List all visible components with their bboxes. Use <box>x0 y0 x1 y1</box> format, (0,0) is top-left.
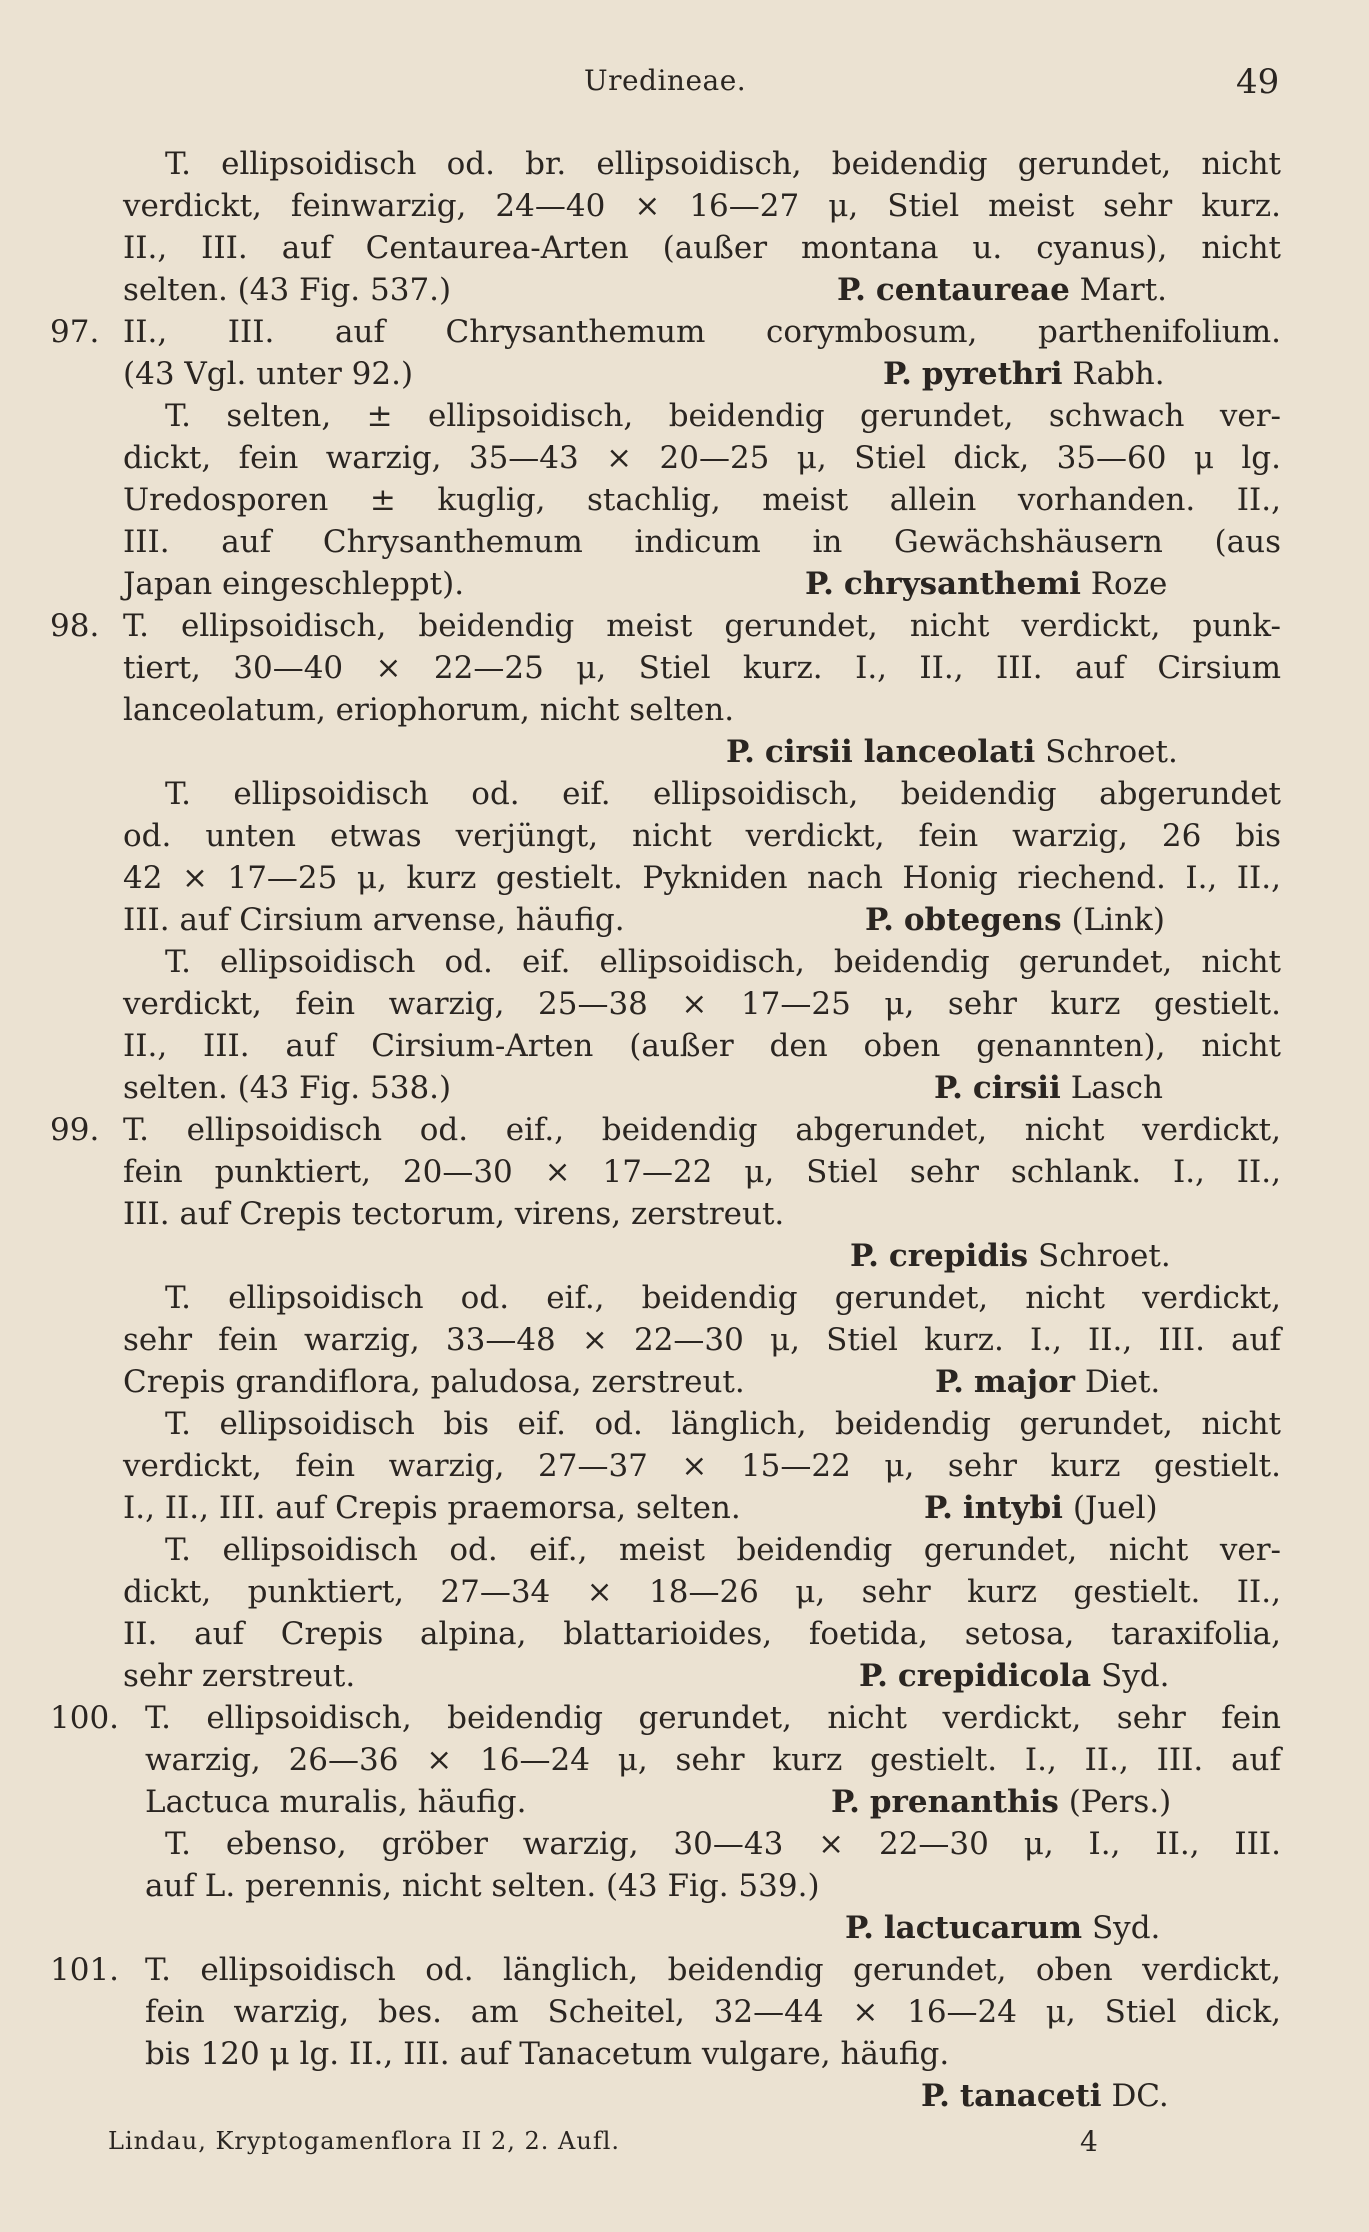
species-name: P. crepidicola Syd. <box>859 1658 1170 1694</box>
text-line: T. selten, ± ellipsoidisch, beidendig gerundet, schwach ver- <box>165 398 1281 434</box>
signature-mark: 4 <box>1080 2125 1098 2158</box>
species-name: P. obtegens (Link) <box>865 902 1165 938</box>
text-line: fein punktiert, 20—30 × 17—22 μ, Stiel sehr schlank. I., II., <box>123 1154 1281 1190</box>
text-line: T. ellipsoidisch od. eif., beidendig gerundet, nicht verdickt, <box>165 1280 1281 1316</box>
text-line: II., III. auf Chrysanthemum corymbosum, parthenifolium. <box>123 314 1281 350</box>
text-line: Lactuca muralis, häufig. P. prenanthis (Pers.) <box>145 1781 1281 1823</box>
species-name: P. cirsii lanceolati Schroet. <box>726 734 1178 770</box>
text-line: selten. (43 Fig. 538.) P. cirsii Lasch <box>123 1067 1281 1109</box>
text-line: Uredosporen ± kuglig, stachlig, meist allein vorhanden. II., <box>123 482 1281 518</box>
text-line: 42 × 17—25 μ, kurz gestielt. Pykniden nach Honig riechend. I., II., <box>123 860 1281 896</box>
text-line: T. ellipsoidisch, beidendig meist gerundet, nicht verdickt, punk- <box>123 608 1281 644</box>
text-line: fein warzig, bes. am Scheitel, 32—44 × 16—24 μ, Stiel dick, <box>145 1994 1281 2030</box>
species-name: P. major Diet. <box>935 1364 1161 1400</box>
entry-number: 99. <box>50 1112 100 1148</box>
page-number: 49 <box>1236 62 1280 102</box>
species-name: P. pyrethri Rabh. <box>883 356 1165 392</box>
text-line: od. unten etwas verjüngt, nicht verdickt, fein warzig, 26 bis <box>123 818 1281 854</box>
text-line: sehr zerstreut. P. crepidicola Syd. <box>123 1655 1281 1697</box>
text-line: T. ellipsoidisch od. länglich, beidendig gerundet, oben verdickt, <box>145 1952 1281 1988</box>
entry-number: 100. <box>50 1700 120 1736</box>
species-name: P. crepidis Schroet. <box>850 1238 1171 1274</box>
text-line: T. ellipsoidisch, beidendig gerundet, nicht verdickt, sehr fein <box>145 1700 1281 1736</box>
text-line: T. ellipsoidisch bis eif. od. länglich, beidendig gerundet, nicht <box>165 1406 1281 1442</box>
text-line: Crepis grandiflora, paludosa, zerstreut. P. major Diet. <box>123 1361 1281 1403</box>
text-line: III. auf Chrysanthemum indicum in Gewächshäusern (aus <box>123 524 1281 560</box>
text-line: Japan eingeschleppt). P. chrysanthemi Roze <box>123 563 1281 605</box>
text-line: verdickt, feinwarzig, 24—40 × 16—27 μ, Stiel meist sehr kurz. <box>123 188 1281 224</box>
text-line: tiert, 30—40 × 22—25 μ, Stiel kurz. I., II., III. auf Cirsium <box>123 650 1281 686</box>
species-name: P. lactucarum Syd. <box>845 1910 1161 1946</box>
text-line: T. ellipsoidisch od. eif., beidendig abgerundet, nicht verdickt, <box>123 1112 1281 1148</box>
text-line: (43 Vgl. unter 92.) P. pyrethri Rabh. <box>123 353 1281 395</box>
text-line: T. ellipsoidisch od. eif. ellipsoidisch, beidendig gerundet, nicht <box>165 944 1281 980</box>
entry-number: 98. <box>50 608 100 644</box>
text-line: T. ellipsoidisch od. eif., meist beidendig gerundet, nicht ver- <box>165 1532 1281 1568</box>
species-name: P. intybi (Juel) <box>924 1490 1158 1526</box>
species-name: P. tanaceti DC. <box>921 2078 1169 2114</box>
text-line: III. auf Crepis tectorum, virens, zerstreut. <box>123 1196 785 1232</box>
species-name: P. chrysanthemi Roze <box>805 566 1168 602</box>
species-name: P. centaureae Mart. <box>837 272 1168 308</box>
text-line: II., III. auf Cirsium-Arten (außer den oben genannten), nicht <box>123 1028 1281 1064</box>
text-line: verdickt, fein warzig, 27—37 × 15—22 μ, sehr kurz gestielt. <box>123 1448 1281 1484</box>
text-line: I., II., III. auf Crepis praemorsa, selten. P. intybi (Juel) <box>123 1487 1281 1529</box>
text-line: sehr fein warzig, 33—48 × 22—30 μ, Stiel kurz. I., II., III. auf <box>123 1322 1281 1358</box>
text-line: T. ellipsoidisch od. br. ellipsoidisch, beidendig gerundet, nicht <box>165 146 1281 182</box>
text-line: II. auf Crepis alpina, blattarioides, foetida, setosa, taraxifolia, <box>123 1616 1281 1652</box>
footer-signature: Lindau, Kryptogamenflora II 2, 2. Aufl. <box>108 2127 621 2155</box>
text-line: warzig, 26—36 × 16—24 μ, sehr kurz gestielt. I., II., III. auf <box>145 1742 1281 1778</box>
text-line: auf L. perennis, nicht selten. (43 Fig. 539.) <box>145 1868 820 1904</box>
text-line: dickt, punktiert, 27—34 × 18—26 μ, sehr kurz gestielt. II., <box>123 1574 1281 1610</box>
text-line: bis 120 μ lg. II., III. auf Tanacetum vulgare, häufig. <box>145 2036 950 2072</box>
text-line: verdickt, fein warzig, 25—38 × 17—25 μ, sehr kurz gestielt. <box>123 986 1281 1022</box>
text-line: III. auf Cirsium arvense, häufig. P. obtegens (Link) <box>123 899 1281 941</box>
text-line: selten. (43 Fig. 537.) P. centaureae Mart. <box>123 269 1281 311</box>
entry-number: 97. <box>50 314 100 350</box>
text-line: T. ebenso, gröber warzig, 30—43 × 22—30 μ, I., II., III. <box>165 1826 1281 1862</box>
species-name: P. prenanthis (Pers.) <box>831 1784 1172 1820</box>
text-line: T. ellipsoidisch od. eif. ellipsoidisch, beidendig abgerundet <box>165 776 1281 812</box>
running-header: Uredineae. <box>584 64 747 97</box>
entry-number: 101. <box>50 1952 120 1988</box>
text-line: II., III. auf Centaurea-Arten (außer montana u. cyanus), nicht <box>123 230 1281 266</box>
text-line: lanceolatum, eriophorum, nicht selten. <box>123 692 735 728</box>
species-name: P. cirsii Lasch <box>934 1070 1164 1106</box>
text-line: dickt, fein warzig, 35—43 × 20—25 μ, Stiel dick, 35—60 μ lg. <box>123 440 1281 476</box>
